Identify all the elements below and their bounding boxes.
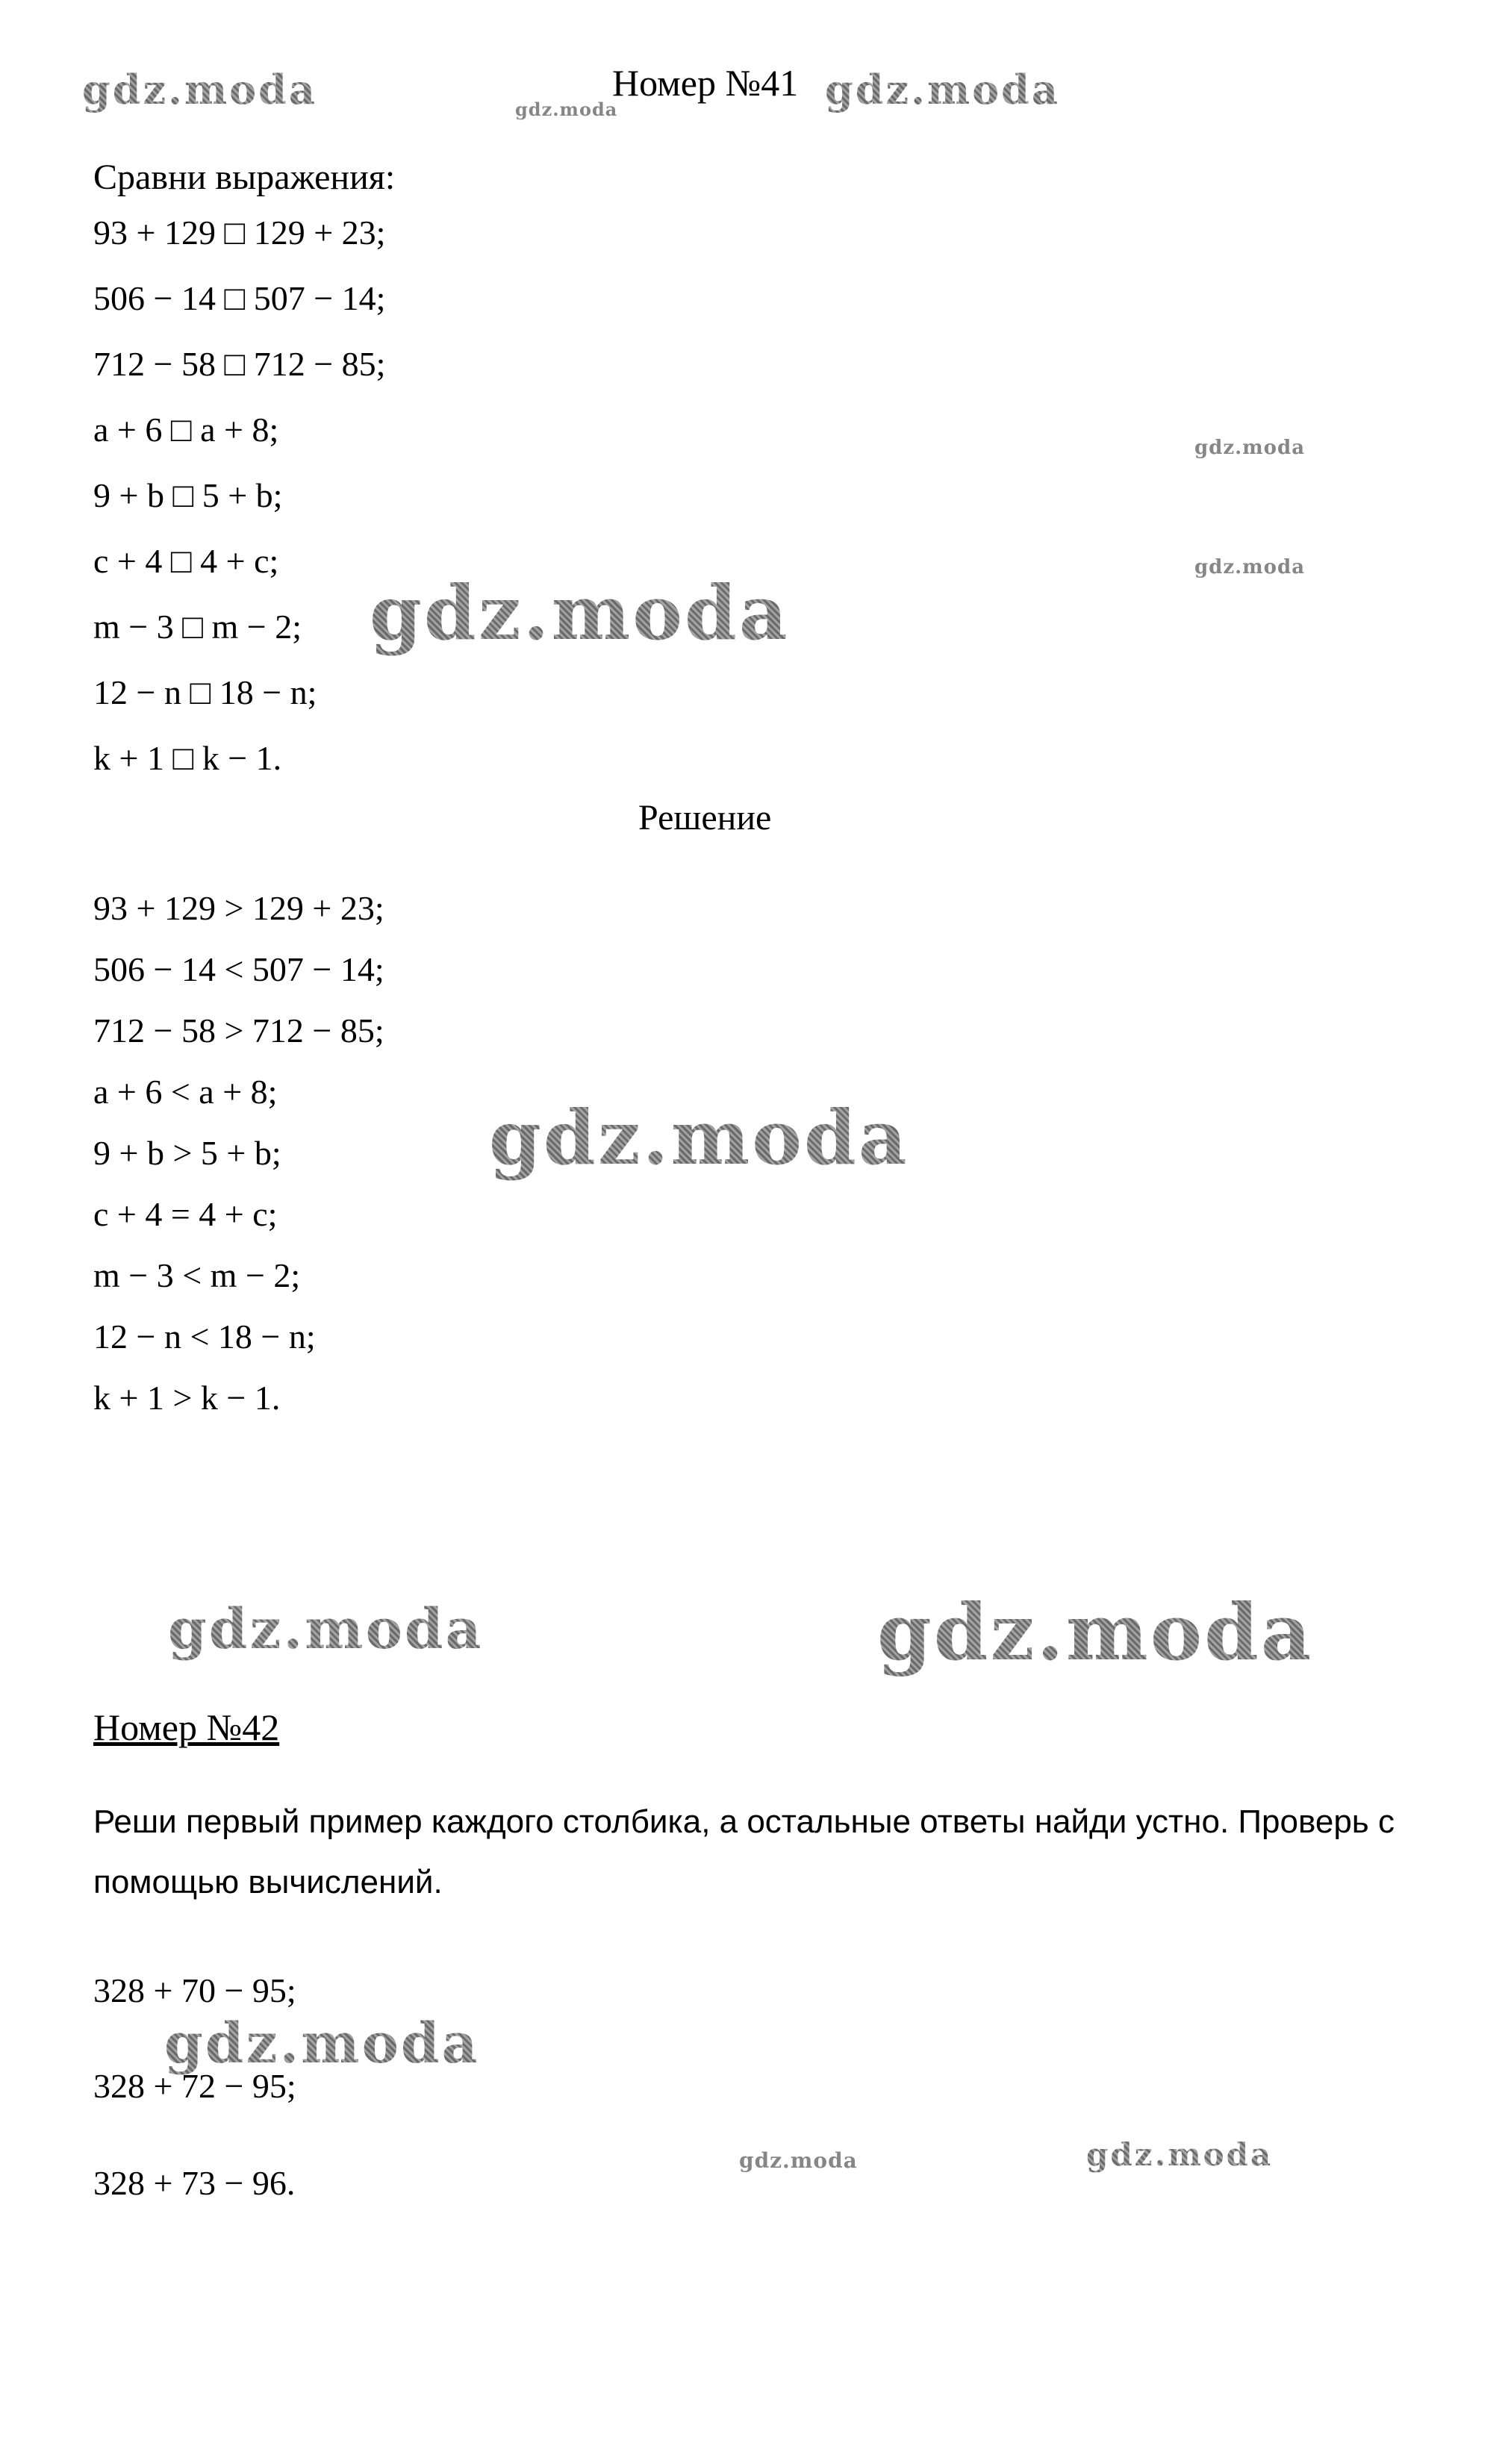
- task41-title: Номер №41: [612, 62, 799, 104]
- task42-title: Номер №42: [93, 1706, 280, 1748]
- expression-line: a + 6 □ a + 8;: [93, 411, 279, 449]
- expression-line: 506 − 14 □ 507 − 14;: [93, 279, 386, 317]
- solution-line: k + 1 > k − 1.: [93, 1379, 281, 1417]
- watermark-task42: gdz.moda: [164, 2012, 480, 2076]
- expression-line: 328 + 72 − 95;: [93, 2067, 296, 2105]
- watermark-bottom-right: gdz.moda: [1086, 2136, 1274, 2173]
- task42-description: Реши первый пример каждого столбика, а остальные ответы найди устно. Проверь с помощью вычислений.: [93, 1803, 1395, 1901]
- expression-line: 712 − 58 □ 712 − 85;: [93, 345, 386, 383]
- watermark-right-margin-1: gdz.moda: [1194, 437, 1306, 459]
- expression-line: 328 + 73 − 96.: [93, 2164, 296, 2202]
- solution-line: 12 − n < 18 − n;: [93, 1317, 316, 1356]
- watermark-header-center-small: gdz.moda: [515, 99, 618, 120]
- watermark-over-solutions: gdz.moda: [489, 1094, 909, 1182]
- expression-line: k + 1 □ k − 1.: [93, 739, 282, 777]
- expression-line: m − 3 □ m − 2;: [93, 608, 302, 646]
- expression-line: 328 + 70 − 95;: [93, 1971, 296, 2009]
- expression-line: 9 + b □ 5 + b;: [93, 476, 283, 514]
- solution-line: 93 + 129 > 129 + 23;: [93, 889, 384, 927]
- watermark-over-expressions: gdz.moda: [370, 569, 790, 657]
- solution-line: c + 4 = 4 + c;: [93, 1195, 278, 1233]
- watermark-header-left: gdz.moda: [82, 66, 317, 113]
- solution-line: 506 − 14 < 507 − 14;: [93, 950, 384, 988]
- expression-line: c + 4 □ 4 + c;: [93, 542, 279, 580]
- watermark-mid-right: gdz.moda: [877, 1586, 1314, 1678]
- solution-line: 9 + b > 5 + b;: [93, 1134, 281, 1172]
- expression-line: 93 + 129 □ 129 + 23;: [93, 213, 386, 252]
- solution-line: a + 6 < a + 8;: [93, 1073, 278, 1111]
- solution-line: 712 − 58 > 712 − 85;: [93, 1011, 384, 1049]
- solution-heading: Решение: [638, 798, 772, 838]
- watermark-right-margin-2: gdz.moda: [1194, 556, 1306, 578]
- solution-line: m − 3 < m − 2;: [93, 1256, 301, 1294]
- expression-line: 12 − n □ 18 − n;: [93, 673, 317, 711]
- watermark-header-right: gdz.moda: [825, 66, 1060, 113]
- watermark-bottom-center: gdz.moda: [739, 2148, 858, 2173]
- task41-heading: Сравни выражения:: [93, 157, 396, 197]
- watermark-mid-left: gdz.moda: [168, 1597, 484, 1662]
